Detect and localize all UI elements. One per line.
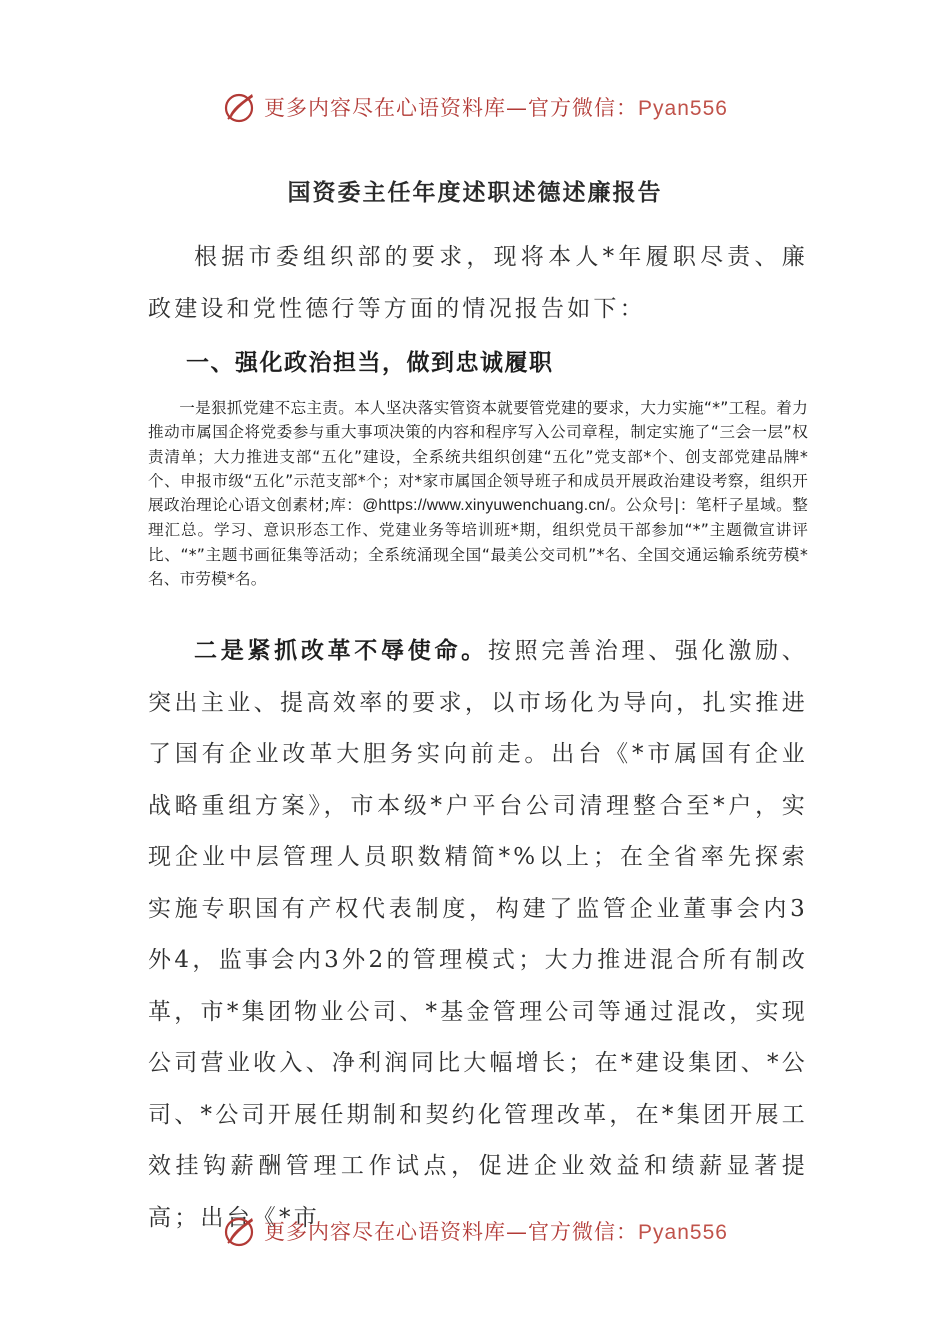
document-title: 国资委主任年度述职述德述廉报告 [287,180,663,206]
header-banner [0,82,950,132]
footer-banner [0,1206,950,1256]
banner-text: 更多内容尽在心语资料库—官方微信：Pyan556 [264,1220,728,1244]
section-heading: 一、强化政治担当，做到忠诚履职 [186,350,554,376]
wechat-id: Pyan556 [638,1221,728,1244]
pen-logo-icon [222,1213,258,1249]
paragraph-lead: 二是紧抓改革不辱使命。 [194,638,488,664]
website-url: @https://www.xinyuwenchuang.cn/ [362,497,610,515]
banner-text: 更多内容尽在心语资料库—官方微信：Pyan556 [264,96,728,120]
paragraph-reform: 二是紧抓改革不辱使命。按照完善治理、强化激励、突出主业、提高效率的要求，以市场化为导向，扎实推进了国有企业改革大胆务实向前走。出台《*市属国有企业战略重组方案》，市本级*户平台公司清理整合至*户，实现企业中层管理人员职数精简*%以上；在全省率先探索实施专职国有产权代表制度，构建了监管企业董事会内3外4，监事会内3外2的管理模式；大力推进混合所有制改革，市*集团物业公司、*基金管理公司等通过混改，实现公司营业收入、净利润同比大幅增长；在*建设集团、*公司、*公司开展任期制和契约化管理改革，在*集团开展工效挂钩薪酬管理工作试点，促进企业效益和绩薪显著提高；出台《*市 [148,638,809,1231]
intro-paragraph: 根据市委组织部的要求，现将本人*年履职尽责、廉政建设和党性德行等方面的情况报告如下： [148,244,808,322]
pen-logo-icon [222,89,258,125]
paragraph-party-building: 一是狠抓党建不忘主责。本人坚决落实管资本就要管党建的要求，大力实施“*”工程。着力推动市属国企将党委参与重大事项决策的内容和程序写入公司章程，制定实施了“三会一层”权责清单；大力推进支部“五化”建设，全系统共组织创建“五化”党支部*个、创支部党建品牌*个、申报市级“五化”示范支部*个；对*家市属国企领导班子和成员开展政治建设考察，组织开展政治理论心语文创素材;库：@https://www.xinyuwenchuang.cn/。公众号|：笔杆子星域。整理汇总。学习、意识形态工作、党建业务等培训班*期，组织党员干部参加“*”主题微宣讲评比、“*”主题书画征集等活动；全系统涌现全国“最美公交司机”*名、全国交通运输系统劳模*名、市劳模*名。 [148,399,809,589]
wechat-id: Pyan556 [638,97,728,120]
